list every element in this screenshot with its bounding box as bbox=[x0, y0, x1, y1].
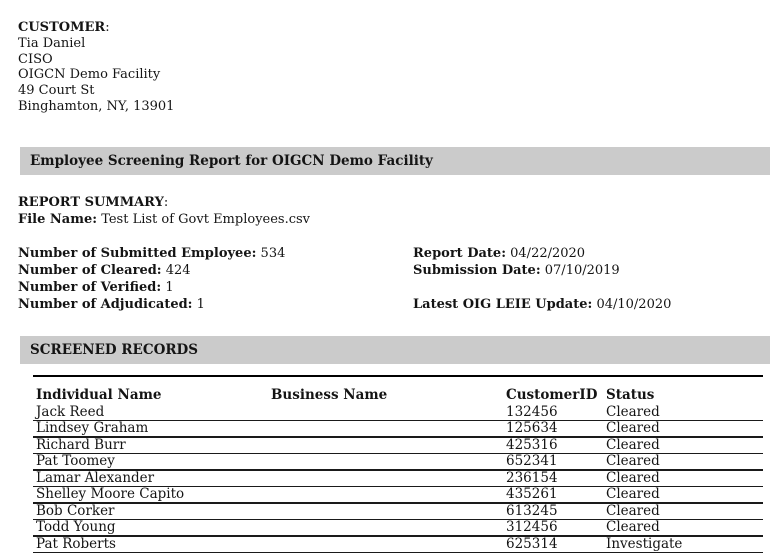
leie-update-line bbox=[413, 296, 671, 313]
cell-customer-id: 435261 bbox=[503, 487, 603, 504]
customer-facility: OIGCN Demo Facility bbox=[18, 67, 161, 83]
cell-individual-name: Bob Corker bbox=[33, 503, 268, 520]
stat-adjudicated bbox=[18, 296, 285, 313]
stat-adjudicated-label: Number of Adjudicated: bbox=[18, 297, 193, 312]
cell-status: Cleared bbox=[603, 454, 763, 471]
cell-business-name bbox=[268, 503, 503, 520]
stat-cleared-value: 424 bbox=[165, 263, 191, 278]
stat-cleared-label: Number of Cleared: bbox=[18, 263, 162, 278]
customer-block bbox=[18, 20, 174, 115]
report-summary-colon: : bbox=[163, 195, 169, 210]
table-row bbox=[33, 405, 763, 421]
report-summary-label: REPORT SUMMARY bbox=[18, 195, 164, 210]
stat-verified-label: Number of Verified: bbox=[18, 280, 162, 295]
cell-business-name bbox=[268, 405, 503, 421]
stat-submitted bbox=[18, 245, 285, 262]
submission-date-value: 07/10/2019 bbox=[544, 263, 620, 278]
stat-adjudicated-value: 1 bbox=[196, 297, 205, 312]
report-date-label: Report Date: bbox=[413, 246, 506, 261]
cell-customer-id: 613245 bbox=[503, 503, 603, 520]
file-name-value: Test List of Govt Employees.csv bbox=[101, 211, 311, 227]
table-row bbox=[33, 536, 763, 553]
report-title-bar bbox=[20, 147, 770, 175]
cell-customer-id: 312456 bbox=[503, 520, 603, 537]
table-row bbox=[33, 503, 763, 520]
customer-label-colon: : bbox=[105, 20, 110, 35]
table-row bbox=[33, 487, 763, 504]
cell-individual-name: Pat Roberts bbox=[33, 536, 268, 553]
submission-date-line bbox=[413, 262, 671, 279]
cell-status: Cleared bbox=[603, 437, 763, 454]
screened-records-body bbox=[33, 405, 763, 553]
stat-submitted-label: Number of Submitted Employee: bbox=[18, 246, 257, 261]
report-summary-heading bbox=[18, 195, 310, 228]
cell-status: Investigate bbox=[603, 536, 763, 553]
cell-business-name bbox=[268, 454, 503, 471]
submission-date-label: Submission Date: bbox=[413, 263, 541, 278]
cell-customer-id: 625314 bbox=[503, 536, 603, 553]
cell-status: Cleared bbox=[603, 421, 763, 438]
summary-stats-column bbox=[18, 245, 285, 313]
cell-customer-id: 132456 bbox=[503, 405, 603, 421]
column-header-individual-name: Individual Name bbox=[36, 387, 162, 403]
dates-spacer bbox=[413, 279, 671, 296]
cell-status: Cleared bbox=[603, 487, 763, 504]
cell-business-name bbox=[268, 470, 503, 487]
customer-title: CISO bbox=[18, 51, 53, 67]
cell-customer-id: 652341 bbox=[503, 454, 603, 471]
cell-business-name bbox=[268, 520, 503, 537]
customer-label bbox=[18, 20, 174, 36]
cell-individual-name: Lamar Alexander bbox=[33, 470, 268, 487]
cell-individual-name: Jack Reed bbox=[33, 405, 268, 421]
file-name-label: File Name: bbox=[18, 211, 98, 227]
cell-individual-name: Todd Young bbox=[33, 520, 268, 537]
cell-customer-id: 425316 bbox=[503, 437, 603, 454]
report-date-value: 04/22/2020 bbox=[510, 246, 586, 261]
table-row bbox=[33, 421, 763, 438]
table-row bbox=[33, 520, 763, 537]
cell-business-name bbox=[268, 421, 503, 438]
cell-business-name bbox=[268, 536, 503, 553]
customer-city-state-zip: Binghamton, NY, 13901 bbox=[18, 98, 175, 114]
customer-name: Tia Daniel bbox=[18, 35, 86, 51]
screened-records-bar bbox=[20, 336, 770, 364]
cell-status: Cleared bbox=[603, 503, 763, 520]
cell-individual-name: Pat Toomey bbox=[33, 454, 268, 471]
leie-update-label: Latest OIG LEIE Update: bbox=[413, 297, 593, 312]
column-header-customer-id: CustomerID bbox=[506, 387, 598, 403]
stat-cleared bbox=[18, 262, 285, 279]
customer-street: 49 Court St bbox=[18, 83, 95, 99]
column-header-business-name: Business Name bbox=[271, 387, 388, 403]
stat-verified-value: 1 bbox=[165, 280, 174, 295]
table-row bbox=[33, 470, 763, 487]
cell-individual-name: Richard Burr bbox=[33, 437, 268, 454]
table-row bbox=[33, 437, 763, 454]
report-summary-label-line bbox=[18, 195, 310, 212]
stat-verified bbox=[18, 279, 285, 296]
cell-status: Cleared bbox=[603, 520, 763, 537]
cell-individual-name: Lindsey Graham bbox=[33, 421, 268, 438]
cell-business-name bbox=[268, 437, 503, 454]
report-date-line bbox=[413, 245, 671, 262]
cell-customer-id: 125634 bbox=[503, 421, 603, 438]
table-header-row bbox=[33, 376, 763, 405]
screened-records-table bbox=[33, 375, 763, 553]
customer-label-text: CUSTOMER bbox=[18, 20, 106, 35]
screened-records-heading: SCREENED RECORDS bbox=[30, 342, 199, 358]
cell-individual-name: Shelley Moore Capito bbox=[33, 487, 268, 504]
cell-status: Cleared bbox=[603, 405, 763, 421]
table-row bbox=[33, 454, 763, 471]
cell-business-name bbox=[268, 487, 503, 504]
file-name-line bbox=[18, 212, 310, 229]
leie-update-value: 04/10/2020 bbox=[596, 297, 672, 312]
stat-submitted-value: 534 bbox=[260, 246, 286, 261]
summary-dates-column bbox=[413, 245, 671, 313]
column-header-status: Status bbox=[606, 387, 655, 403]
cell-customer-id: 236154 bbox=[503, 470, 603, 487]
cell-status: Cleared bbox=[603, 470, 763, 487]
report-title: Employee Screening Report for OIGCN Demo Facility bbox=[30, 153, 433, 169]
